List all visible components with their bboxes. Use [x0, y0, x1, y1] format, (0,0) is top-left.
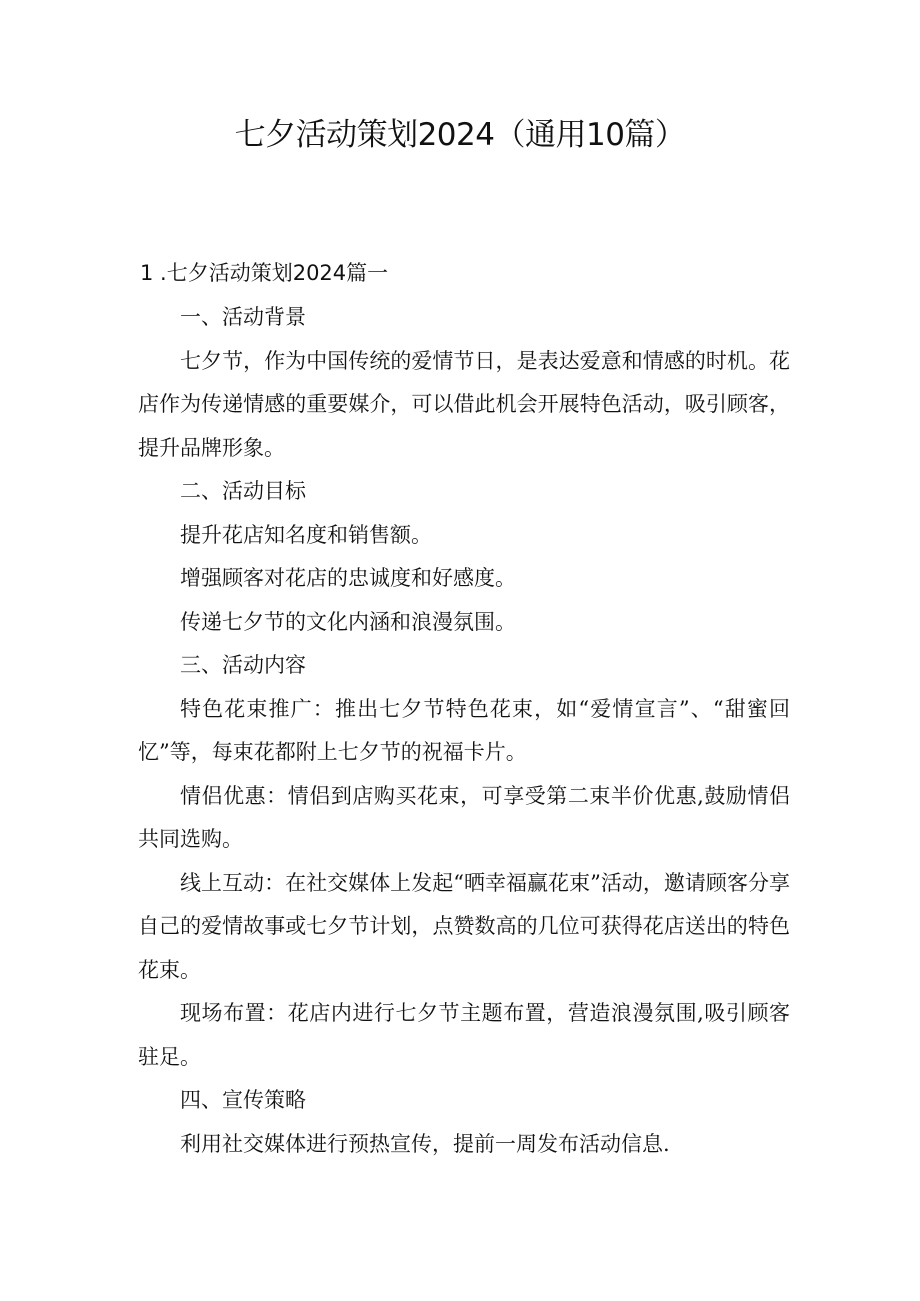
heading-goals: 二、活动目标: [180, 479, 306, 503]
paragraph-online-interaction: 线上互动：在社交媒体上发起“晒幸福赢花束”活动，邀请顾客分享自己的爱情故事或七夕节计划，点赞数高的几位可获得花店送出的特色花束。: [138, 870, 790, 982]
paragraph-couple-discount: 情侣优惠：情侣到店购买花束，可享受第二束半价优惠,鼓励情侣共同选购。: [138, 783, 790, 851]
paragraph-bouquet-promo: 特色花束推广：推出七夕节特色花束，如“爱情宣言”、“甜蜜回忆”等，每束花都附上七夕节的祝福卡片。: [138, 696, 790, 764]
goal-item: 提升花店知名度和销售额。: [180, 522, 432, 547]
paragraph-background: 七夕节，作为中国传统的爱情节日，是表达爱意和情感的时机。花店作为传递情感的重要媒介，可以借此机会开展特色活动，吸引顾客，提升品牌形象。: [138, 348, 790, 460]
document-body: [138, 296, 790, 1166]
paragraph-promotion: 利用社交媒体进行预热宣传，提前一周发布活动信息.: [180, 1131, 670, 1156]
document-title: 七夕活动策划2024（通用10篇）: [234, 117, 686, 153]
goal-item: 传递七夕节的文化内涵和浪漫氛围。: [180, 609, 516, 634]
heading-promotion: 四、宣传策略: [180, 1088, 306, 1112]
goal-item: 增强顾客对花店的忠诚度和好感度。: [180, 566, 516, 590]
paragraph-store-decoration: 现场布置：花店内进行七夕节主题布置，营造浪漫氛围,吸引顾客驻足。: [138, 1001, 790, 1069]
section-heading: 1 .七夕活动策划2024篇一: [140, 261, 389, 285]
heading-background: 一、活动背景: [180, 305, 306, 329]
heading-content: 三、活动内容: [180, 653, 306, 677]
